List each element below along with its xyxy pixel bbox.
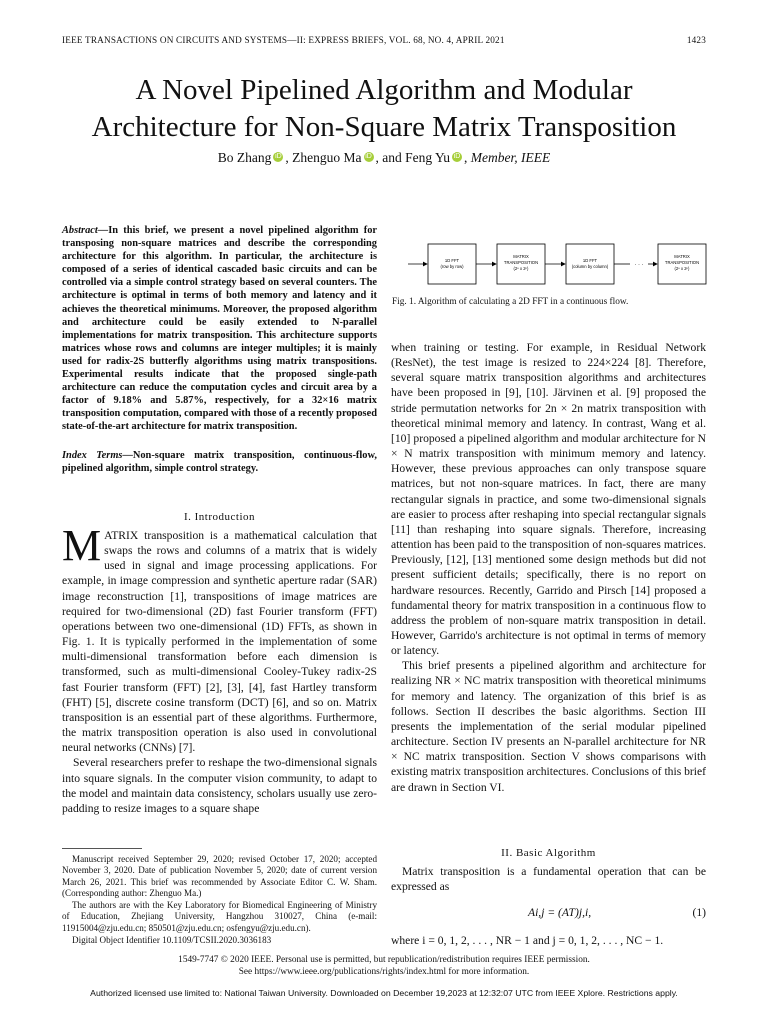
- box-label: 1D FFT: [582, 258, 598, 263]
- box-label: (2ⁿ x 2ⁿ): [674, 266, 690, 271]
- running-head: [62, 35, 706, 45]
- paper-title: [40, 72, 728, 146]
- section-heading-introduction: I. Introduction: [183, 511, 256, 523]
- footnote-divider: [62, 848, 142, 849]
- orcid-icon[interactable]: iD: [453, 153, 461, 160]
- basic-paragraph-1: Matrix transposition is a fundamental operation that can be expressed as: [391, 865, 706, 894]
- index-terms-label: Index Terms—: [62, 450, 133, 461]
- orcid-icon[interactable]: iD: [275, 153, 282, 160]
- copyright-notice: [40, 955, 728, 978]
- author-1: Bo Zhang: [217, 150, 272, 165]
- right-column-body: [391, 340, 706, 795]
- intro-paragraph-1-text: ATRIX transposition is a mathematical calculation that swaps the rows and columns of a matrix that is widely used in signal and image processing applications. For example, in image compression and synthetic aperture radar (SAR) image reconstruction [1], transpositions of image matrices are required for two-dimensional (2D) fast Fourier transform (FFT) operations between two one-dimensional (1D) FFTs, as shown in Fig. 1. It is typically performed in the implementation of some multi-dimensional transformation before each dimension is transformed, such as multi-dimensional Cooley-Tukey radix-2S fast Fourier transform (FFT) [2], [3], [4], fast Hartley transform (FHT) [5], discrete cosine transform (DCT) [6], and so on. Matrix transposition is an essential part of these algorithms. Furthermore, the matrix transposition operation is also used in convolutional neural networks (CNNs) [7].: [62, 529, 377, 755]
- box-label: TRANSPOSITION: [503, 260, 539, 265]
- title-line-2: Architecture for Non-Square Matrix Transposition: [91, 111, 677, 143]
- box-label: TRANSPOSITION: [664, 260, 700, 265]
- author-3: , and Feng Yu: [375, 150, 450, 165]
- box-label: MATRIX: [674, 254, 690, 259]
- orcid-icon[interactable]: iD: [365, 153, 372, 160]
- author-separator: ,: [464, 150, 471, 165]
- box-label: (2ⁿ x 2ⁿ): [513, 266, 529, 271]
- box-label: (column by column): [571, 264, 609, 269]
- journal-name: IEEE TRANSACTIONS ON CIRCUITS AND SYSTEMS—II: EXPRESS BRIEFS, VOL. 68, NO. 4, APRIL 2021: [62, 35, 505, 45]
- author-2: , Zhenguo Ma: [285, 150, 362, 165]
- index-terms-text: Non-square matrix transposition, continuous-flow, pipelined algorithm, simple control strategy.: [62, 450, 377, 475]
- footnote-affiliation: The authors are with the Key Laboratory for Biomedical Engineering of Ministry of Education, Zhejiang University, Hangzhou 310027, China (e-mail: 11915004@zju.edu.cn; 850501@zju.edu.cn; osfengyu@zju.edu.cn).: [62, 900, 377, 933]
- drop-cap: M: [62, 521, 102, 570]
- intro-paragraph-1: [62, 521, 377, 755]
- figure-caption: Fig. 1. Algorithm of calculating a 2D FFT in a continuous flow.: [392, 297, 629, 307]
- copyright-line-1: 1549-7747 © 2020 IEEE. Personal use is permitted, but republication/redistribution requires IEEE permission.: [178, 955, 590, 965]
- author-line: [40, 150, 728, 166]
- copyright-line-2: See https://www.ieee.org/publications/rights/index.html for more information.: [238, 966, 530, 977]
- equation-where-clause: where i = 0, 1, 2, . . . , NR − 1 and j = 0, 1, 2, . . . , NC − 1.: [391, 934, 664, 947]
- footnote-manuscript: Manuscript received September 29, 2020; revised October 17, 2020; accepted November 3, 2020. Date of publication November 5, 2020; date of current version March 26, 2021. This brief was recommended by Associate Editor C. W. Sham. (Corresponding author: Zhenguo Ma.): [62, 854, 377, 898]
- equation-number: (1): [692, 906, 706, 919]
- index-terms: [62, 449, 377, 475]
- right-paragraph-1: when training or testing. For example, in Residual Network (ResNet), the test image is resized to 224×224 [8]. Therefore, several square matrix transposition algorithms and architectures have been proposed in [9], [10]. Järvinen et al. [9] proposed the stride permutation networks for 2n × 2n matrix transposition with theoretical minimal memory and latency. In contrast, Wang et al. [10] proposed a pipelined algorithm and modular architecture for N × N matrix transposition with minimum memory and latency. However, these previous approaches can only transpose square matrices, but not non-square matrices. In fact, there are many rectangular signals in practice, and some two-dimensional signals are easier to process after reshaping into special rectangular signals [11] than reshaping into square signals. Therefore, increasing attention has been paid to the transposition of non-squares matrices. Previously, [12], [13] mentioned some design methods but did not present sufficient details; specifically, there is no report on hardware resources. Recently, Garrido and Pirsch [14] proposed a fundamental theory for matrix transposition in a continuous flow to address the problem of non-square matrix transposition in detail. However, Garrido's architecture is not optimal in terms of memory or latency.: [391, 341, 706, 658]
- basic-algorithm-body: [391, 864, 706, 894]
- license-notice: Authorized licensed use limited to: National Taiwan University. Downloaded on December 19,2023 at 12:32:07 UTC from IEEE Xplore. Restrictions apply.: [90, 988, 678, 998]
- author-membership: Member, IEEE: [470, 150, 551, 165]
- title-line-1: A Novel Pipelined Algorithm and Modular: [135, 74, 633, 106]
- section-heading-basic-algorithm: II. Basic Algorithm: [501, 847, 596, 859]
- abstract-label: Abstract—: [62, 225, 109, 236]
- box-label: 1D FFT: [444, 258, 460, 263]
- right-paragraph-2: This brief presents a pipelined algorithm and architecture for realizing NR × NC matrix transposition with theoretical minimums for memory and latency. The organization of this brief is as follows. Section II describes the basic algorithms. Section III presents the implementation of the serial modular pipelined architecture. Section IV presents an N-parallel architecture for NR × NC matrix transposition. Section V shows comparisons with existing matrix transposition architectures. Conclusions of this brief are drawn in Section VI.: [391, 659, 706, 794]
- box-label: (row by row): [440, 264, 464, 269]
- equation-expression: Ai,j = (AT)j,i,: [528, 906, 592, 919]
- abstract-text: In this brief, we present a novel pipelined algorithm for transposing non-square matrices and describe the corresponding architecture for this algorithm. In particular, the architecture is composed of a series of identical cascaded basic circuits and can be controlled via a simple control strategy based on several counters. The architecture is optimal in terms of both memory and latency and it achieves the theoretical minimums. Moreover, the proposed algorithm and architecture could be easily extended to N-parallel implementations for matrix transposition. This architecture supports matrices whose rows and columns are integer multiples; it is mainly used for radix-2S butterfly algorithms using matrix transpositions. Experimental results indicate that the proposed single-path architecture can reduce the computation cycles and circuit area by a factor of 9.18% and 5.87%, respectively, for a 32×16 matrix transposition computation, compared with those of a recently proposed state-of-the-art architecture for matrix transposition.: [62, 225, 377, 433]
- page-number: 1423: [686, 35, 706, 45]
- ellipsis: · · ·: [634, 262, 644, 268]
- introduction-body: [62, 521, 377, 816]
- box-label: MATRIX: [513, 254, 529, 259]
- equation-1: [391, 906, 706, 924]
- footnote-doi: Digital Object Identifier 10.1109/TCSII.2020.3036183: [72, 935, 272, 946]
- intro-paragraph-2: Several researchers prefer to reshape the two-dimensional signals into square signals. In the computer vision community, to adapt to the model and maintain data consistency, scholars usually use zero-padding to resize images to a square shape: [62, 756, 377, 815]
- abstract: [62, 224, 377, 434]
- footnotes: [62, 854, 377, 947]
- figure-1-diagram: [408, 234, 708, 294]
